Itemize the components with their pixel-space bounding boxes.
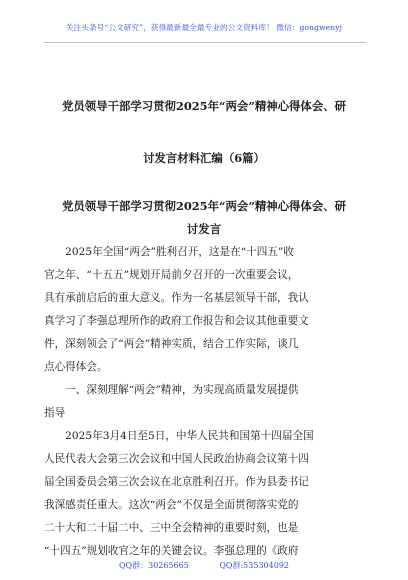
document-title-line-2: 讨发言材料汇编（6篇） bbox=[143, 151, 265, 165]
body-line: 2025年全国“两会”胜利召开，这是在“十四五”收 bbox=[44, 246, 294, 258]
document-title-line-1: 党员领导干部学习贯彻2025年“两会”精神心得体会、研 bbox=[61, 99, 346, 113]
body-line: 一、深刻理解“两会”精神，为实现高质量发展提供 bbox=[44, 384, 299, 396]
footer-contact bbox=[0, 560, 408, 571]
body-line: 点心得体会。 bbox=[44, 361, 108, 373]
body-line: 2025年3月4日至5日，中华人民共和国第十四届全国 bbox=[44, 430, 314, 442]
header-divider bbox=[44, 42, 366, 43]
body-line: 二十大和二十届二中、三中全会精神的重要时刻，也是 bbox=[44, 522, 299, 534]
footer-qq-group-1: QQ群：30265665 bbox=[118, 561, 189, 570]
header-promo-text: 关注头条号“公文研究”，获得最新最全最专业的公文资料库！ 微信：gongwenyj bbox=[65, 23, 343, 32]
body-line: “十四五”规划收官之年的关键会议。李强总理的《政府 bbox=[44, 545, 299, 557]
body-line: 件，深刻领会了“两会”精神实质，结合工作实际，谈几 bbox=[44, 338, 299, 350]
body-line: 真学习了李强总理所作的政府工作报告和会议其他重要文 bbox=[44, 315, 309, 327]
body-line: 官之年、“十五五”规划开局前夕召开的一次重要会议， bbox=[44, 269, 299, 281]
body-line: 具有承前启后的重大意义。作为一名基层领导干部，我认 bbox=[44, 292, 309, 304]
body-line: 届全国委员会第三次会议在北京胜利召开。作为县委书记 bbox=[44, 476, 309, 488]
body-line: 人民代表大会第三次会议和中国人民政治协商会议第十四 bbox=[44, 453, 309, 465]
body-line: 我深感责任重大。这次“两会”不仅是全面贯彻落实党的 bbox=[44, 499, 299, 511]
section-title-line-1: 党员领导干部学习贯彻2025年“两会”精神心得体会、研 bbox=[61, 199, 346, 213]
footer-qq-group-2: QQ群:535304092 bbox=[219, 561, 289, 570]
section-title-line-2: 讨发言 bbox=[186, 222, 222, 236]
body-line: 指导 bbox=[44, 407, 66, 419]
